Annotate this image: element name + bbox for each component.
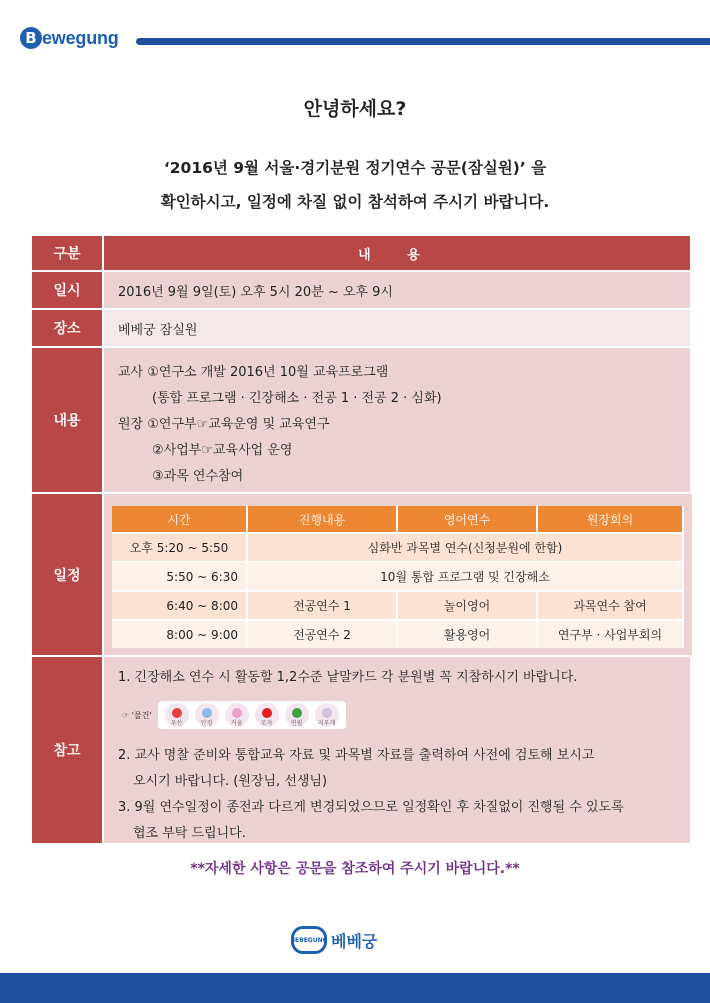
row-cell: 전공연수 2 (247, 620, 397, 648)
header-label: 구분 (32, 236, 104, 270)
header-bar (136, 38, 710, 45)
table-header-row (32, 236, 690, 272)
col-progress: 진행내용 (247, 506, 397, 533)
row-cell: 전공연수 1 (247, 591, 397, 620)
schedule-label: 일정 (32, 494, 104, 655)
umbrella-sticker-icon: 우산 (165, 703, 189, 727)
greeting: 안녕하세요? (303, 98, 407, 120)
bebegung-badge-icon: BEBEGUNG (291, 926, 327, 954)
hat-sticker-icon: 모자 (255, 703, 279, 727)
date-label: 일시 (32, 272, 104, 308)
eraser-sticker-icon: 지우개 (315, 703, 339, 727)
table-row (112, 562, 683, 591)
row-time: 5:50 ~ 6:30 (112, 562, 247, 591)
schedule-panel (104, 494, 692, 655)
table-row (112, 591, 683, 620)
table-row (112, 620, 683, 648)
content-label: 내용 (32, 348, 104, 492)
note-2b: 오시기 바랍니다. (원장님, 선생님) (133, 774, 328, 789)
schedule-header (112, 506, 683, 533)
content-row (32, 348, 690, 494)
row-time: 6:40 ~ 8:00 (112, 591, 247, 620)
intro-line-2: 확인하시고, 일정에 차질 없이 참석하여 주시기 바랍니다. (160, 193, 550, 211)
notes-content (104, 657, 690, 843)
date-value: 2016년 9월 9일(토) 오후 5시 20분 ~ 오후 9시 (104, 272, 690, 308)
row-cell: 과목연수 참여 (537, 591, 683, 620)
row-time: 8:00 ~ 9:00 (112, 620, 247, 648)
place-row (32, 310, 690, 348)
row-merged: 10월 통합 프로그램 및 긴장해소 (247, 562, 683, 591)
content-line: ②사업부☞교육사업 운영 (152, 443, 293, 458)
col-time: 시간 (112, 506, 247, 533)
schedule-row (32, 494, 690, 657)
bebegung-logo (291, 926, 377, 954)
pencil-sticker-icon: 연필 (285, 703, 309, 727)
date-row (32, 272, 690, 310)
header-content: 내 용 (104, 236, 690, 270)
intro-line-1: ‘2016년 9월 서울·경기분원 정기연수 공문(잠실원)’ 을 (163, 159, 547, 177)
bewegung-logo (20, 24, 119, 52)
info-table (32, 236, 690, 845)
notes-row (32, 657, 690, 845)
row-cell: 연구부 · 사업부회의 (537, 620, 683, 648)
col-english: 영어연수 (397, 506, 537, 533)
col-director: 원장회의 (537, 506, 683, 533)
content-line: 교사 ①연구소 개발 2016년 10월 교육프로그램 (118, 365, 389, 380)
mirror-sticker-icon: 거울 (225, 703, 249, 727)
sticker-row (158, 701, 346, 729)
place-label: 장소 (32, 310, 104, 346)
sticker-strip (122, 695, 690, 735)
content-line: 원장 ①연구부☞교육운영 및 교육연구 (118, 417, 330, 432)
row-merged: 심화반 과목별 연수(신청분원에 한함) (247, 533, 683, 562)
note-1: 1. 긴장해소 연수 시 활동할 1,2수준 낱말카드 각 분원별 꼭 지참하시기 바랍니다. (118, 670, 578, 685)
footer-note: **자세한 사항은 공문을 참조하여 주시기 바랍니다.** (190, 861, 520, 877)
content-lines (104, 348, 690, 492)
place-value: 베베궁 잠실원 (104, 310, 690, 346)
table-row (112, 533, 683, 562)
sticker-label: ☞ '물건' (122, 710, 152, 720)
glasses-sticker-icon: 안경 (195, 703, 219, 727)
note-3b: 협조 부탁 드립니다. (133, 826, 246, 841)
notes-label: 참고 (32, 657, 104, 843)
note-2a: 2. 교사 명찰 준비와 통합교육 자료 및 과목별 자료를 출력하여 사전에 검토해 보시고 (118, 748, 595, 763)
row-cell: 활용영어 (397, 620, 537, 648)
row-time: 오후 5:20 ~ 5:50 (112, 533, 247, 562)
content-line: (통합 프로그램 · 긴장해소 · 전공 1 · 전공 2 · 심화) (152, 391, 442, 406)
footer-bar (0, 973, 710, 1003)
logo-letter: B (20, 27, 42, 49)
logo-text: ewegung (42, 27, 119, 48)
row-cell: 놀이영어 (397, 591, 537, 620)
bebegung-logo-text: 베베궁 (331, 931, 378, 951)
content-line: ③과목 연수참여 (152, 469, 244, 484)
note-3a: 3. 9월 연수일정이 종전과 다르게 변경되었으므로 일정확인 후 차질없이 진행될 수 있도록 (118, 800, 624, 815)
schedule-table (112, 506, 684, 648)
